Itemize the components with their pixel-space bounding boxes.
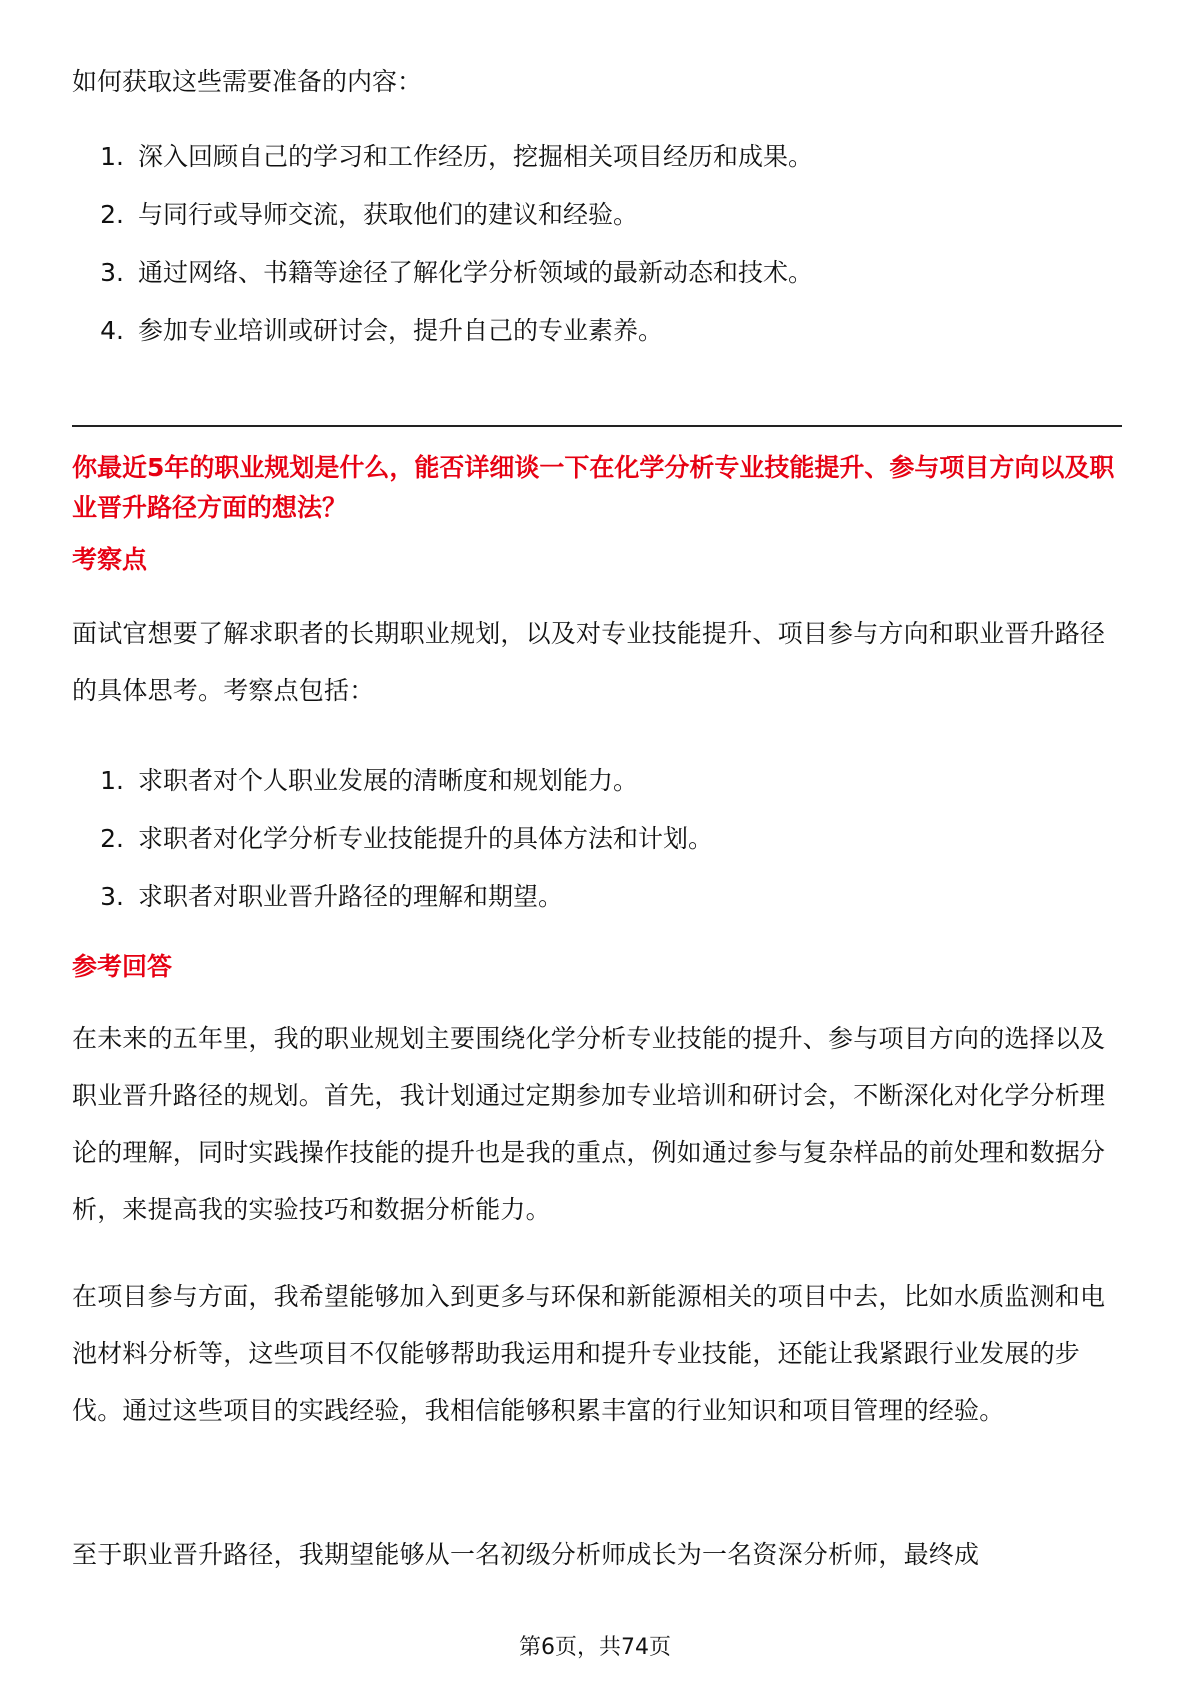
- question-heading: 你最近5年的职业规划是什么，能否详细谈一下在化学分析专业技能提升、参与项目方向以及职业晋升路径方面的想法？: [72, 453, 1115, 522]
- exam-point-heading: 考察点: [72, 545, 148, 574]
- section-divider: [72, 425, 1122, 427]
- exam-list: [72, 752, 1122, 926]
- list-item: 2. 与同行或导师交流，获取他们的建议和经验。: [100, 200, 639, 229]
- list-item: 4. 参加专业培训或研讨会，提升自己的专业素养。: [100, 316, 664, 345]
- exam-point-text: 面试官想要了解求职者的长期职业规划，以及对专业技能提升、项目参与方向和职业晋升路径的具体思考。考察点包括：: [72, 619, 1106, 705]
- page-number: 第6页，共74页: [519, 1635, 671, 1660]
- intro-text: 如何获取这些需要准备的内容：: [72, 67, 423, 96]
- prep-list: [72, 128, 1122, 360]
- list-item: 1. 求职者对个人职业发展的清晰度和规划能力。: [100, 766, 639, 795]
- answer-paragraph: 至于职业晋升路径，我期望能够从一名初级分析师成长为一名资深分析师，最终成: [72, 1540, 980, 1569]
- answer-paragraph: 在项目参与方面，我希望能够加入到更多与环保和新能源相关的项目中去，比如水质监测和电池材料分析等，这些项目不仅能够帮助我运用和提升专业技能，还能让我紧跟行业发展的步伐。通过这些项目的实践经验，我相信能够积累丰富的行业知识和项目管理的经验。: [72, 1282, 1106, 1425]
- list-item: 3. 求职者对职业晋升路径的理解和期望。: [100, 882, 564, 911]
- list-item: 3. 通过网络、书籍等途径了解化学分析领域的最新动态和技术。: [100, 258, 814, 287]
- list-item: 2. 求职者对化学分析专业技能提升的具体方法和计划。: [100, 824, 714, 853]
- answer-heading: 参考回答: [72, 952, 173, 981]
- list-item: 1. 深入回顾自己的学习和工作经历，挖掘相关项目经历和成果。: [100, 142, 814, 171]
- answer-paragraph: 在未来的五年里，我的职业规划主要围绕化学分析专业技能的提升、参与项目方向的选择以及职业晋升路径的规划。首先，我计划通过定期参加专业培训和研讨会，不断深化对化学分析理论的理解，同时实践操作技能的提升也是我的重点，例如通过参与复杂样品的前处理和数据分析，来提高我的实验技巧和数据分析能力。: [72, 1024, 1106, 1224]
